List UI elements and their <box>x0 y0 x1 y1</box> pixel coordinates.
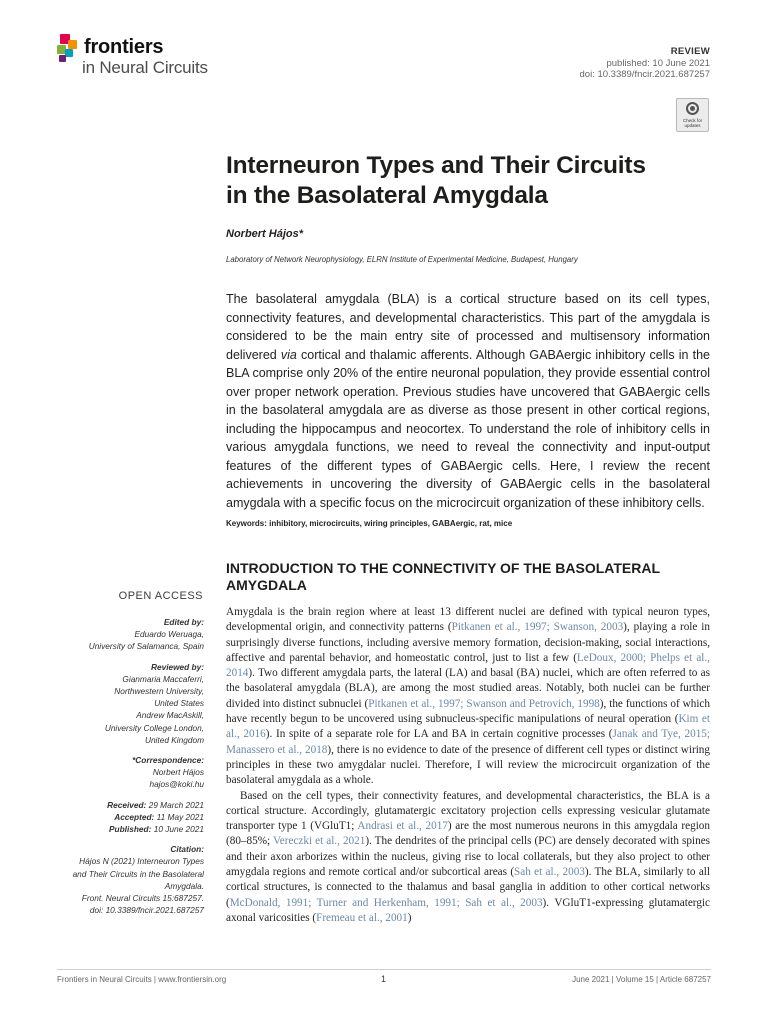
reviewer-line: Northwestern University, <box>114 686 204 697</box>
reviewer-line: Andrew MacAskill, <box>136 710 204 721</box>
body-text-run: ), the functions of which have recently begun to be uncovered using subnucleus-specific manipulations of neural operation ( <box>226 697 710 726</box>
citation-line: Front. Neural Circuits 15:687257. <box>81 893 204 904</box>
body-text-run: ). The BLA, similarly to all cortical structures, is connected to the thalamus and basal ganglia in addition to other cortical networks ( <box>226 866 710 909</box>
logo-square-green <box>57 45 66 54</box>
body-text-run: ). The dendrites of the principal cells (PC) are densely decorated with spines and their axon arborizes within the nucleus, giving rise to local collaterals, but they also project to other amygdala regions and remote cortical and/or subcortical areas ( <box>226 835 711 879</box>
correspondence-label: *Correspondence: <box>132 755 204 766</box>
keywords <box>226 519 512 528</box>
reviewer-line: University College London, <box>104 722 204 733</box>
affiliation: Laboratory of Network Neurophysiology, ELRN Institute of Experimental Medicine, Budapest, Hungary <box>226 255 578 264</box>
page-number: 1 <box>381 974 387 984</box>
accepted-date: Accepted: 11 May 2021 <box>114 811 204 822</box>
reviewer-line: United States <box>154 698 204 709</box>
logo-square-orange <box>68 40 77 49</box>
footer-issue-info: June 2021 | Volume 15 | Article 687257 <box>572 975 711 984</box>
body-text <box>226 605 710 926</box>
body-text-run: ), there is no evidence to date of the presence of different cell types or distinct wiring principles in these two amygdalar nuclei. Therefore, I will review the microcircuit organization of the basolateral amygdala as a whole. <box>226 743 710 787</box>
body-text-run: Amygdala is the brain region where at least 13 different nuclei are defined with typical neuron types, developmental origin, and connectivity patterns ( <box>226 606 710 634</box>
article-meta <box>580 46 710 81</box>
check-updates-icon <box>686 102 699 115</box>
citation-link[interactable]: Kim et al., 2016 <box>226 713 710 741</box>
section-heading: INTRODUCTION TO THE CONNECTIVITY OF THE BASOLATERAL AMYGDALA <box>226 560 660 593</box>
citation-link[interactable]: Pitkanen et al., 1997; Swanson and Petrovich, 1998 <box>368 697 600 710</box>
body-text-run: ). VGluT1-expressing glutamatergic axonal varicosities ( <box>226 896 710 924</box>
article-title <box>226 151 726 211</box>
reviewer-line: Gianmaria Maccaferri, <box>122 673 204 684</box>
citation-line: and Their Circuits in the Basolateral <box>72 868 204 879</box>
citation-link[interactable]: LeDoux, 2000; Phelps et al., 2014 <box>226 651 710 680</box>
author-name[interactable]: Norbert Hájos* <box>226 228 304 240</box>
citation-line: Hájos N (2021) Interneuron Types <box>79 856 204 867</box>
body-text-run: ) <box>407 911 412 924</box>
citation-link[interactable]: McDonald, 1991; Turner and Herkenham, 1991; Sah et al., 2003 <box>229 896 543 909</box>
body-text-run: ). Two different amygdala parts, the lateral (LA) and basal (BA) nuclei, which are often referred to as the basolateral amygdala (BLA), are among the most studied areas. Notably, both nuclei can be further divided into distinct subnuclei ( <box>226 667 710 710</box>
paragraph <box>226 605 710 789</box>
journal-name: in Neural Circuits <box>82 58 208 77</box>
article-type: REVIEW <box>670 46 710 57</box>
citation-link[interactable]: Vereczki et al., 2021 <box>272 835 366 848</box>
abstract: The basolateral amygdala (BLA) is a cortical structure based on its cell types, connectivity features, and developmental characteristics. This part of the amygdala is considered to be the main entry site of processed and multisensory information delivered via cortical and thalamic afferents. Although GABAergic inhibitory cells in the BLA comprise only 20% of the entire neuronal population, they provide essential control over proper network operation. Previous studies have uncovered that GABAergic cells in the basolateral amygdala are as diverse as those present in other cortical regions, including the hippocampus and neocortex. To understand the role of inhibitory cells in various amygdala functions, we need to reveal the connectivity and input-output features of the different types of GABAergic cells. Here, I review the recent achievements in uncovering the diversity of GABAergic cells in the basolateral amygdala with a specific focus on the microcircuit organization of these inhibitory cells. <box>226 292 710 510</box>
citation-link[interactable]: Sah et al., 2003 <box>514 866 585 879</box>
citation-link[interactable]: Fremeau et al., 2001 <box>316 911 408 924</box>
citation-link[interactable]: Andrasi et al., 2017 <box>357 820 448 833</box>
citation-link[interactable]: Janak and Tye, 2015; Manassero et al., 2018 <box>226 728 710 756</box>
correspondence-email[interactable]: hajos@koki.hu <box>149 779 204 790</box>
abstract-italic-via: via <box>280 347 297 362</box>
citation-label: Citation: <box>170 844 204 855</box>
editor-line: Eduardo Weruaga, <box>134 629 204 640</box>
keywords-list: inhibitory, microcircuits, wiring principles, GABAergic, rat, mice <box>269 519 513 528</box>
correspondence-name: Norbert Hájos <box>152 767 204 778</box>
title-line: in the Basolateral Amygdala <box>226 182 548 209</box>
reviewer-line: United Kingdom <box>144 734 204 745</box>
logo-square-purple <box>59 55 66 62</box>
edited-by-label: Edited by: <box>163 617 204 627</box>
paragraph <box>226 789 710 927</box>
body-text-run: Based on the cell types, their connectivity features, and developmental characteristics, the BLA is a cortical structure. Accordingly, glutamatergic excitatory projection cells expressing vesicular glutamate transporter type 1 (VGluT1; <box>226 789 710 833</box>
citation-line: Amygdala. <box>164 880 204 891</box>
check-updates-label: Check for updates <box>682 118 703 128</box>
footer-divider <box>57 969 711 970</box>
article-info-sidebar <box>57 616 204 916</box>
published-date-sidebar: Published: 10 June 2021 <box>108 824 204 835</box>
doi-link[interactable]: doi: 10.3389/fncir.2021.687257 <box>579 69 710 80</box>
published-date: published: 10 June 2021 <box>606 57 710 69</box>
keywords-label: Keywords: <box>226 519 267 528</box>
body-text-run: ). In spite of a separate role for LA and BA in certain cognitive processes ( <box>265 728 613 741</box>
check-for-updates-button[interactable] <box>676 98 709 132</box>
citation-doi[interactable]: doi: 10.3389/fncir.2021.687257 <box>89 905 204 916</box>
brand-name: frontiers <box>84 36 164 58</box>
footer-journal-link[interactable]: Frontiers in Neural Circuits | www.frontiersin.org <box>57 975 227 984</box>
article-dates <box>57 799 204 836</box>
logo-square-blue <box>65 49 73 57</box>
body-text-run: ) are the most numerous neurons in this amygdala region (80–85%; <box>226 820 710 848</box>
received-date: Received: 29 March 2021 <box>107 799 204 810</box>
editor-line: University of Salamanca, Spain <box>88 641 204 652</box>
body-text-run: ), playing a role in surprisingly diverse functions, including aversive memory formation, decision-making, social interactions, affective and parental behavior, and homeostatic control, just to list a few ( <box>226 621 711 664</box>
title-line: Interneuron Types and Their Circuits <box>226 152 646 179</box>
frontiers-logo-icon <box>57 34 81 62</box>
open-access-badge: OPEN ACCESS <box>118 590 203 602</box>
citation-link[interactable]: Pitkanen et al., 1997; Swanson, 2003 <box>451 621 624 634</box>
reviewed-by-label: Reviewed by: <box>150 661 204 672</box>
